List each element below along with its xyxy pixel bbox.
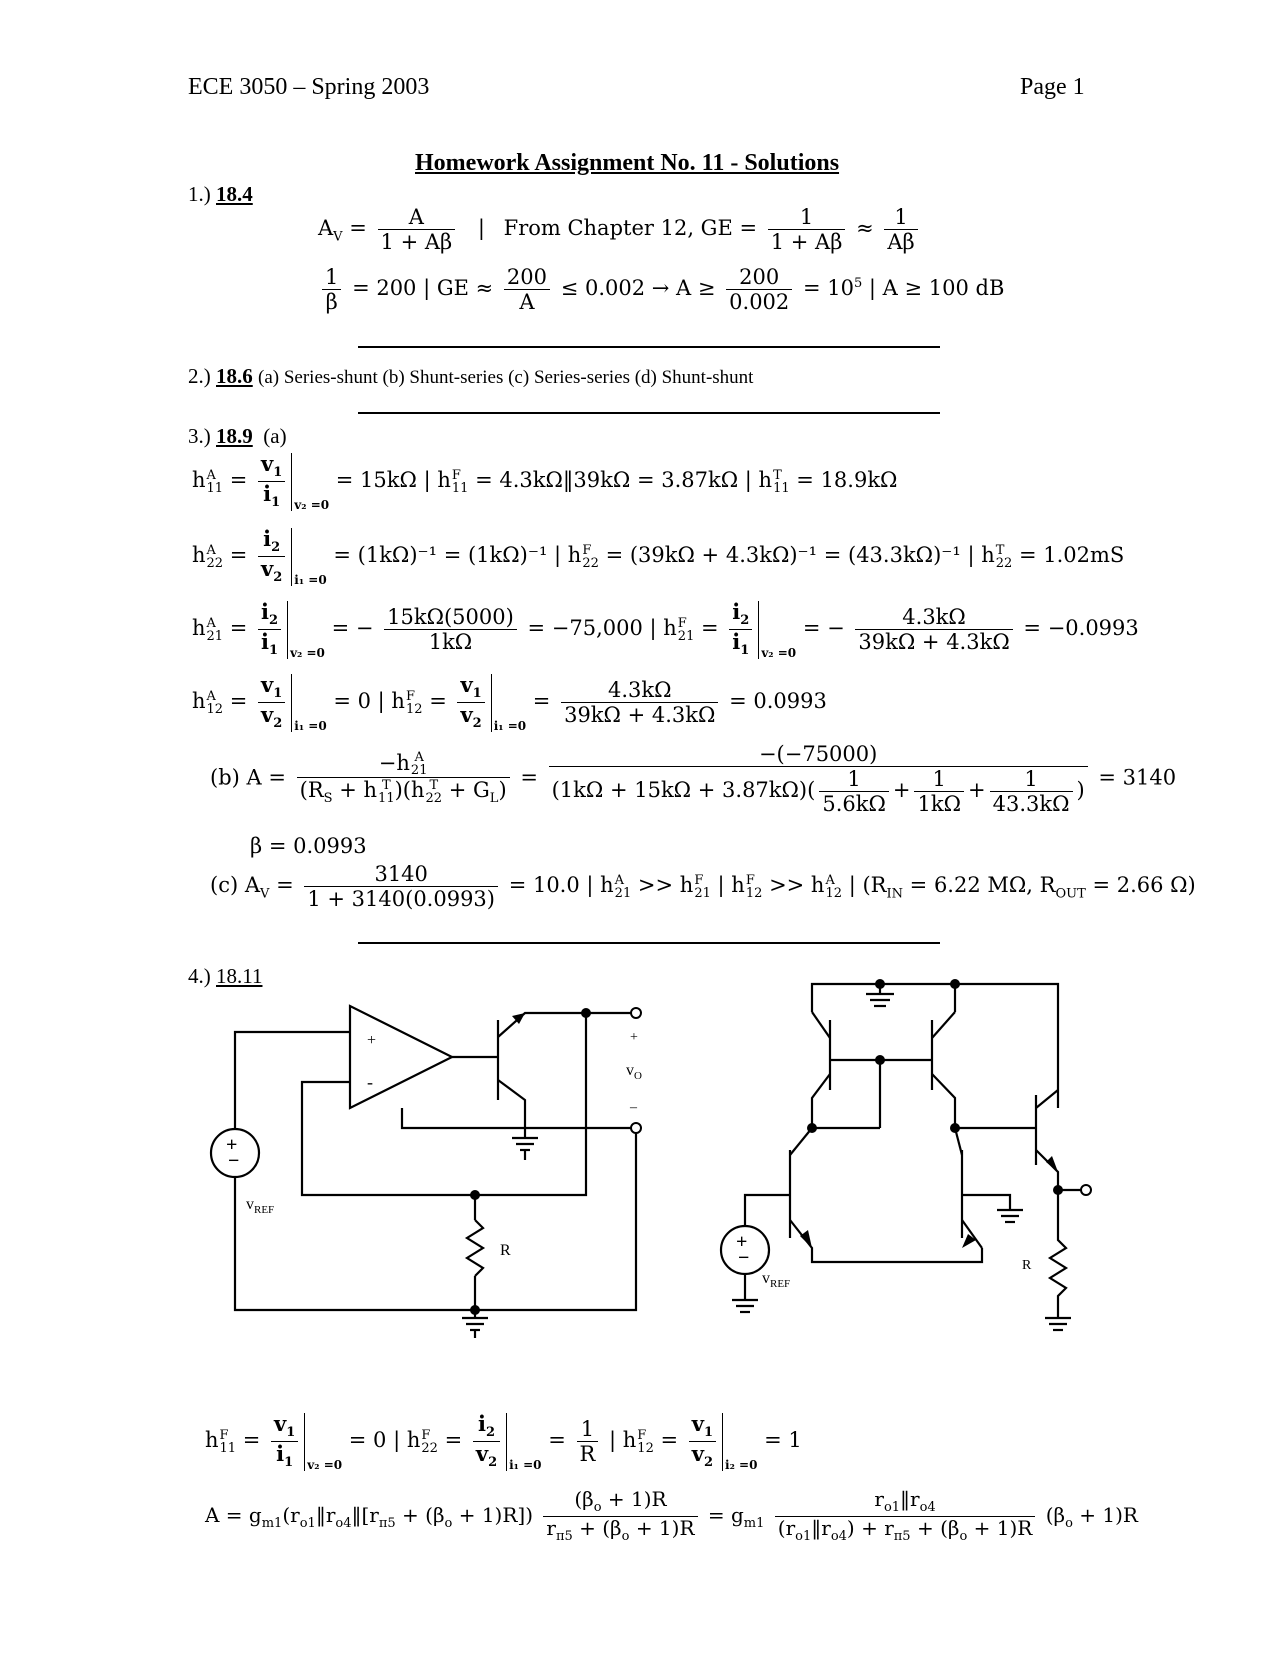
resistor-2-label: R [1022,1258,1032,1273]
vref-2-label: $v_{REF}$ [762,1270,791,1291]
output-terminal [1081,1185,1091,1195]
source-2-minus-label: − [738,1247,750,1269]
h11-equation: h A 11 = $\frac{v_1}{i_1}$ $_{v_2 =0}$ = 15kΩ | h F 11 = 4.3kΩ‖39kΩ = 3.87kΩ | h T 11 = 18.9kΩ [192,451,898,513]
vref-label: $v_{REF}$ [246,1196,275,1217]
vo-minus-label: – [630,1100,637,1115]
vo-label: $v_O$ [626,1062,642,1083]
h12-equation: h A 12 = $\frac{v_1}{v_2}$ $_{i_1 =0}$ = 0 | h F 12 = $\frac{v_1}{v_2}$ $_{i_1 =0}$ = $\frac{4.3k\Omega}{39k\Omega + 4.3k\Omega}$ = 0.0993 [192,672,827,734]
resistor-symbol-2 [1050,1190,1066,1318]
beta-value: β = 0.0993 [250,834,367,858]
part-b-equation: (b) A = −h A 21 ($R_S + h$ T 11 )(h T 22 + $G_L$) = −(−75000) (1kΩ + 15kΩ + 3.87kΩ)( $\frac{1}{5.6k\Omega}$ + $\frac{1}{1k\Omega}$ + $\frac{1}{43.3k\Omega}$ ) = 3140 [210,742,1177,817]
output-terminal-plus [631,1008,641,1018]
resistor-symbol [467,1220,483,1276]
vo-plus-label: + [630,1030,638,1045]
page-title: Homework Assignment No. 11 - Solutions [415,150,840,176]
problem-4-label: 4.) 18.11 [188,964,263,988]
source-minus-label: − [228,1150,240,1172]
op-amp-symbol [350,1006,452,1108]
source-2-plus-label: + [736,1231,748,1253]
course-header: ECE 3050 – Spring 2003 [188,74,430,100]
h-parameter-equation: h F 11 = $\frac{v_1}{i_1}$ $_{v_2 =0}$ = 0 | h F 22 = $\frac{i_2}{v_2}$ $_{i_1 =0}$ = $\frac{1}{R}$ | h F 12 = $\frac{v_1}{v_2}$ $_{i_2 =0}$ = 1 [205,1411,802,1473]
h22-equation: h A 22 = $\frac{i_2}{v_2}$ $_{i_1 =0}$ = (1kΩ)⁻¹ = (1kΩ)⁻¹ | h F 22 = (39kΩ + 4.3kΩ)⁻¹ = (43.3kΩ)⁻¹ | h T 22 = 1.02mS [192,526,1125,588]
op-amp-minus-label: - [367,1072,373,1092]
problem-2: 2.) 18.6 (a) Series-shunt (b) Shunt-series (c) Series-series (d) Shunt-shunt [188,364,754,388]
gain-equation: $A = g_{m1}(r_{o1}‖r_{o4}‖[r_{\pi 5} + (\beta_o + 1)R])$ $\frac{(\beta_o + 1)R}{r_{\pi 5} + (\beta_o + 1)R}$ = $g_{m1}$ $\frac{r_{o1}‖r_{o4}}{(r_{o1}‖r_{o4}) + r_{\pi 5} + (\beta_o + 1)R}$ $(\beta_o + 1)R$ [205,1487,1138,1544]
source-plus-label: + [226,1134,238,1156]
h21-equation: h A 21 = $\frac{i_2}{i_1}$ $_{v_2 =0}$ = − $\frac{15k\Omega(5000)}{1k\Omega}$ = −75,000 | h F 21 = $\frac{i_2}{i_1}$ $_{v_2 =0}$ = − $\frac{4.3k\Omega}{39k\Omega + 4.3k\Omega}$ = −0.0993 [192,599,1139,661]
op-amp-plus-label: + [367,1032,377,1049]
problem-1-line-1: $A_V$ = $\frac{A}{1 + A\beta}$ | From Chapter 12, GE = $\frac{1}{1 + A\beta}$ ≈ $\frac{1}{A\beta}$ [318,205,922,254]
problem-3-label: 3.) 18.9 (a) [188,424,287,448]
resistor-label: R [500,1242,511,1259]
circuit-1 [211,1006,636,1338]
page-number: Page 1 [1020,74,1085,100]
part-c-equation: (c) $A_V$ = $\frac{3140}{1 + 3140(0.0993)}$ = 10.0 | h A 21 >> h F 21 | h F 12 >> h A 12 | ($R_{IN} = 6.22$ MΩ, $R_{OUT} = 2.66$ Ω) [210,862,1196,912]
output-terminal-minus [631,1123,641,1133]
problem-1-label: 1.) 18.4 [188,182,253,206]
problem-1-line-2: $\frac{1}{\beta}$ = 200 | GE ≈ $\frac{200}{A}$ ≤ 0.002 → A ≥ $\frac{200}{0.002}$ = $10^5$ | A ≥ 100 dB [318,265,1004,314]
